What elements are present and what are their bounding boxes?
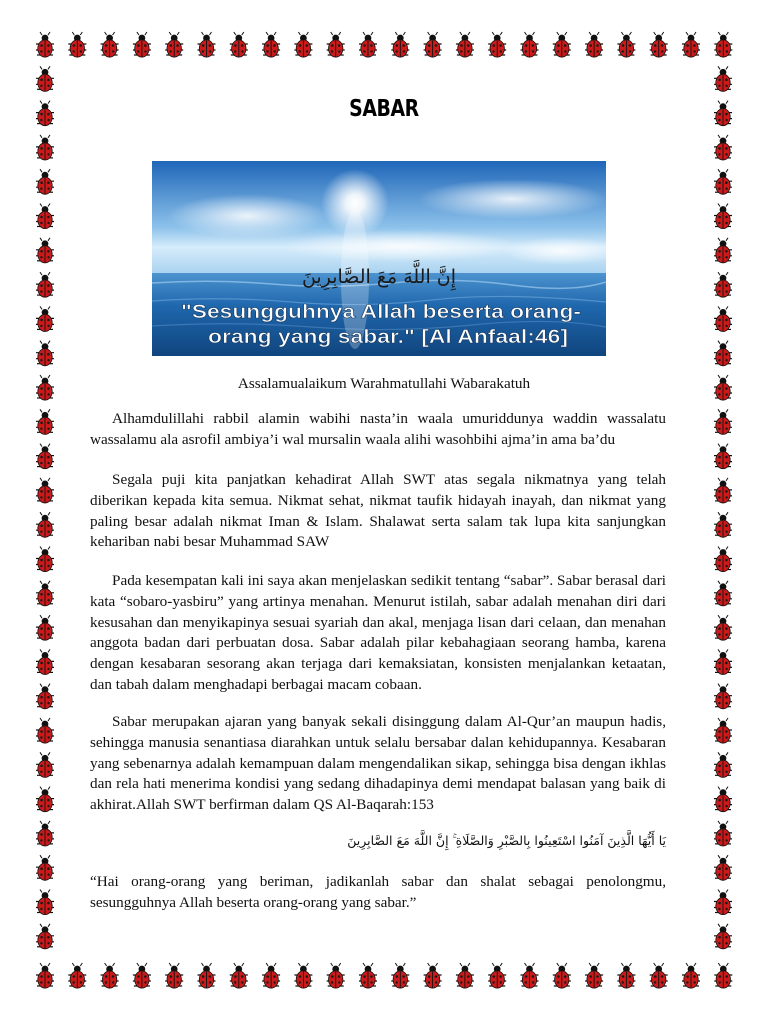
- ladybug-icon: [36, 684, 54, 709]
- ladybug-icon: [714, 32, 732, 57]
- ladybug-icon: [359, 963, 377, 988]
- ladybug-icon: [521, 963, 539, 988]
- ladybug-icon: [36, 963, 54, 988]
- ladybug-icon: [36, 272, 54, 297]
- paragraph-praise: Segala puji kita panjatkan kehadirat Allah SWT atas segala nikmatnya yang telah diberikan kepada kita semua. Nikmat sehat, nikmat taufik hidayah inayah, dan nikmat yang paling besar adalah nikmat Iman & Islam. Shalawat serta salam tak lupa kita sanjungkan kehariban nabi besar Muhammad SAW: [90, 471, 666, 551]
- ladybug-icon: [36, 855, 54, 880]
- ladybug-icon: [101, 963, 119, 988]
- ladybug-icon: [714, 204, 732, 229]
- ladybug-icon: [36, 101, 54, 126]
- ladybug-icon: [617, 963, 635, 988]
- ladybug-icon: [262, 963, 280, 988]
- ladybug-icon: [714, 135, 732, 160]
- ladybug-icon: [36, 615, 54, 640]
- ladybug-icon: [650, 32, 668, 57]
- ladybug-icon: [714, 444, 732, 469]
- ladybug-icon: [714, 787, 732, 812]
- banner-caption-line-2: orang yang sabar." [Al Anfaal:46]: [208, 327, 568, 348]
- ladybug-icon: [359, 32, 377, 57]
- ladybug-icon: [714, 581, 732, 606]
- ladybug-icon: [585, 32, 603, 57]
- ladybug-icon: [553, 963, 571, 988]
- ladybug-icon: [262, 32, 280, 57]
- ladybug-icon: [36, 547, 54, 572]
- ladybug-icon: [36, 821, 54, 846]
- ladybug-icon: [714, 963, 732, 988]
- page-title: SABAR: [349, 96, 419, 122]
- ladybug-icon: [391, 963, 409, 988]
- ladybug-icon: [36, 752, 54, 777]
- ladybug-icon: [230, 32, 248, 57]
- ladybug-icon: [714, 306, 732, 331]
- ladybug-icon: [36, 787, 54, 812]
- ladybug-icon: [36, 238, 54, 263]
- ladybug-icon: [198, 32, 216, 57]
- ladybug-icon: [294, 32, 312, 57]
- ladybug-icon: [198, 963, 216, 988]
- ladybug-icon: [36, 512, 54, 537]
- ladybug-icon: [36, 649, 54, 674]
- ladybug-icon: [36, 924, 54, 949]
- greeting-line: Assalamualaikum Warahmatullahi Wabarakatuh: [237, 375, 531, 392]
- ladybug-icon: [456, 32, 474, 57]
- ladybug-icon: [424, 32, 442, 57]
- ladybug-icon: [714, 752, 732, 777]
- ladybug-icon: [553, 32, 571, 57]
- ladybug-icon: [36, 169, 54, 194]
- ladybug-icon: [650, 963, 668, 988]
- ladybug-icon: [68, 32, 86, 57]
- ladybug-icon: [101, 32, 119, 57]
- ladybug-icon: [488, 32, 506, 57]
- ladybug-icon: [682, 32, 700, 57]
- arabic-verse: يَا أَيُّهَا الَّذِينَ آمَنُوا اسْتَعِينُوا بِالصَّبْرِ وَالصَّلَاةِ ۚ إِنَّ اللَّهَ مَعَ الصَّابِرِينَ: [347, 833, 666, 848]
- ladybug-icon: [682, 963, 700, 988]
- ladybug-icon: [36, 890, 54, 915]
- ladybug-icon: [714, 478, 732, 503]
- ladybug-icon: [714, 924, 732, 949]
- ladybug-icon: [714, 101, 732, 126]
- ladybug-icon: [230, 963, 248, 988]
- ladybug-icon: [68, 963, 86, 988]
- ladybug-icon: [424, 963, 442, 988]
- ladybug-icon: [36, 581, 54, 606]
- ladybug-icon: [36, 135, 54, 160]
- ladybug-icon: [714, 615, 732, 640]
- paragraph-definition: Pada kesempatan kali ini saya akan menjelaskan sedikit tentang “sabar”. Sabar berasal dari kata “sobaro-yasbiru” yang artinya menahan. Menurut istilah, sabar adalah menahan diri dari kesusahan dan menyikapinya sesuai syariah dan akal, menjaga lisan dari celaan, dan menahan anggota badan dari perbuatan dosa. Sabar adalah pilar kebahagiaan seorang hamba, karena dengan kesabaran sesorang akan terjaga dari kemaksiatan, konsisten menjalankan ketaatan, dan tabah dalam menghadapi berbagai macam cobaan.: [90, 572, 666, 693]
- ladybug-icon: [36, 66, 54, 91]
- ladybug-icon: [36, 341, 54, 366]
- ladybug-icon: [36, 444, 54, 469]
- ladybug-icon: [36, 32, 54, 57]
- ladybug-icon: [327, 963, 345, 988]
- ladybug-icon: [714, 890, 732, 915]
- ladybug-icon: [521, 32, 539, 57]
- ladybug-icon: [488, 963, 506, 988]
- banner-caption-line-1: "Sesungguhnya Allah beserta orang-: [181, 302, 581, 323]
- ladybug-icon: [714, 547, 732, 572]
- ladybug-icon: [327, 32, 345, 57]
- paragraph-quran-reference: Sabar merupakan ajaran yang banyak sekali disinggung dalam Al-Qur’an maupun hadis, sehingga manusia senantiasa diarahkan untuk selalu bersabar dalan kehidupannya. Kesabaran yang sebenarnya adalah kemampuan dalam mengendalikan sikap, sehingga bisa dengan ikhlas dan rela hati menerima kondisi yang sedang dihadapinya demi mendapat balasan yang baik di akhirat.Allah SWT berfirman dalam QS Al-Baqarah:153: [90, 713, 666, 814]
- sea-banner-image: [152, 161, 606, 356]
- ladybug-icon: [714, 649, 732, 674]
- ladybug-icon: [714, 238, 732, 263]
- ladybug-icon: [391, 32, 409, 57]
- paragraph-opening: Alhamdulillahi rabbil alamin wabihi nasta’in waala umuriddunya waddin wassalatu wassalamu ala asrofil ambiya’i wal mursalin waala alihi wasohbihi ajma’in ama ba’du: [90, 410, 666, 448]
- ladybug-icon: [165, 32, 183, 57]
- ladybug-icon: [714, 684, 732, 709]
- ladybug-icon: [36, 306, 54, 331]
- ladybug-icon: [714, 512, 732, 537]
- ladybug-icon: [714, 718, 732, 743]
- ladybug-icon: [133, 32, 151, 57]
- ladybug-icon: [36, 718, 54, 743]
- ladybug-icon: [133, 963, 151, 988]
- ladybug-icon: [714, 821, 732, 846]
- ladybug-icon: [714, 855, 732, 880]
- ladybug-icon: [714, 169, 732, 194]
- ladybug-icon: [36, 204, 54, 229]
- verse-translation: “Hai orang-orang yang beriman, jadikanlah sabar dan shalat sebagai penolongmu, sesungguhnya Allah beserta orang-orang yang sabar.”: [90, 873, 666, 911]
- ladybug-icon: [36, 478, 54, 503]
- ladybug-icon: [36, 409, 54, 434]
- ladybug-icon: [456, 963, 474, 988]
- ladybug-icon: [714, 341, 732, 366]
- ladybug-icon: [714, 409, 732, 434]
- ladybug-icon: [294, 963, 312, 988]
- ladybug-icon: [714, 272, 732, 297]
- ladybug-icon: [714, 66, 732, 91]
- ladybug-icon: [165, 963, 183, 988]
- ladybug-icon: [617, 32, 635, 57]
- banner-arabic-text: إِنَّ اللَّهَ مَعَ الصَّابِرِينَ: [301, 266, 457, 288]
- ladybug-icon: [585, 963, 603, 988]
